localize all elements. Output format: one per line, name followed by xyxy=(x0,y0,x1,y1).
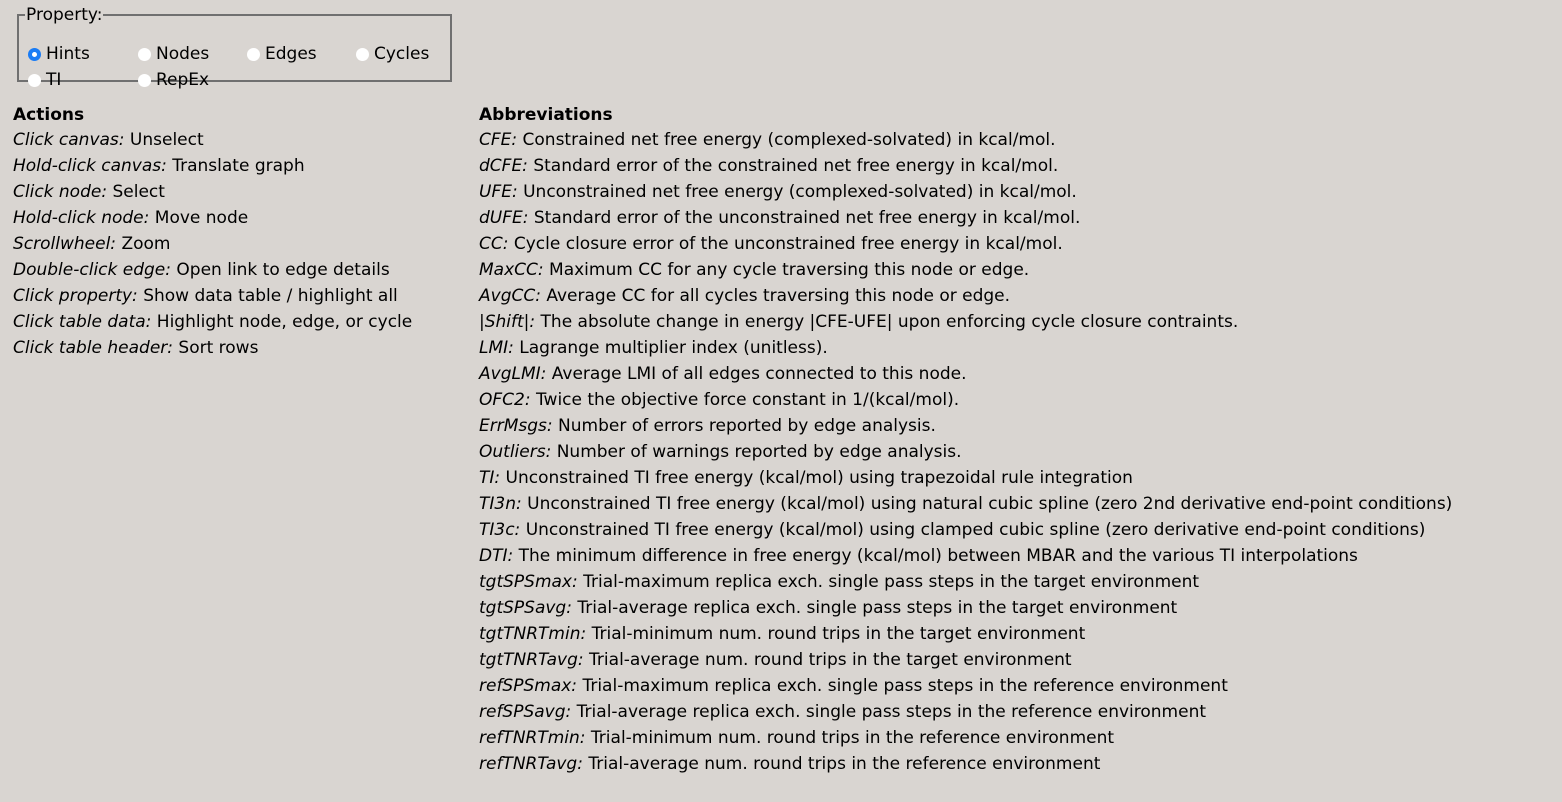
action-desc: Show data table / highlight all xyxy=(143,286,398,306)
radio-ti-indicator[interactable] xyxy=(28,74,41,87)
abbreviation-term: dCFE: xyxy=(479,156,528,176)
abbreviation-term: refTNRTavg: xyxy=(479,754,583,774)
abbreviation-desc: Trial-minimum num. round trips in the reference environment xyxy=(590,728,1115,748)
abbreviation-term: TI3c: xyxy=(479,520,521,540)
abbreviation-item xyxy=(479,179,1539,205)
abbreviation-desc: Trial-minimum num. round trips in the target environment xyxy=(591,624,1086,644)
abbreviation-term: UFE: xyxy=(479,182,518,202)
radio-repex[interactable] xyxy=(138,70,247,90)
abbreviation-term: MaxCC: xyxy=(479,260,544,280)
radio-cycles-indicator[interactable] xyxy=(356,48,369,61)
abbreviation-term: CFE: xyxy=(479,130,518,150)
abbreviation-term: tgtTNRTavg: xyxy=(479,650,584,670)
radio-hints[interactable] xyxy=(28,44,138,64)
abbreviation-desc: Twice the objective force constant in 1/(kcal/mol). xyxy=(535,390,960,410)
action-desc: Unselect xyxy=(129,130,204,150)
action-term: Click canvas: xyxy=(13,130,125,150)
abbreviation-desc: Unconstrained TI free energy (kcal/mol) using natural cubic spline (zero 2nd derivative end-point conditions) xyxy=(527,494,1453,514)
abbreviation-desc: Unconstrained net free energy (complexed-solvated) in kcal/mol. xyxy=(523,182,1077,202)
abbreviation-desc: Standard error of the constrained net free energy in kcal/mol. xyxy=(533,156,1059,176)
abbreviation-item xyxy=(479,543,1539,569)
radio-nodes-indicator[interactable] xyxy=(138,48,151,61)
abbreviation-term: tgtTNRTmin: xyxy=(479,624,587,644)
radio-nodes-label[interactable]: Nodes xyxy=(156,44,210,64)
radio-edges-indicator[interactable] xyxy=(247,48,260,61)
abbreviation-item xyxy=(479,647,1539,673)
abbreviation-term: refTNRTmin: xyxy=(479,728,586,748)
abbreviation-item xyxy=(479,621,1539,647)
abbreviation-term: TI3n: xyxy=(479,494,522,514)
action-item xyxy=(13,283,443,309)
abbreviation-term: TI: xyxy=(479,468,501,488)
action-term: Click property: xyxy=(13,286,138,306)
radio-cycles[interactable] xyxy=(356,44,456,64)
abbreviation-item xyxy=(479,283,1539,309)
abbreviation-term: tgtSPSavg: xyxy=(479,598,572,618)
abbreviation-desc: Trial-average num. round trips in the target environment xyxy=(589,650,1072,670)
radio-repex-indicator[interactable] xyxy=(138,74,151,87)
abbreviation-desc: Trial-maximum replica exch. single pass steps in the reference environment xyxy=(582,676,1228,696)
action-item xyxy=(13,179,443,205)
radio-edges-label[interactable]: Edges xyxy=(265,44,317,64)
abbreviation-desc: Unconstrained TI free energy (kcal/mol) using trapezoidal rule integration xyxy=(505,468,1133,488)
abbreviation-term: LMI: xyxy=(479,338,514,358)
abbreviation-desc: Unconstrained TI free energy (kcal/mol) using clamped cubic spline (zero derivative end-point conditions) xyxy=(525,520,1426,540)
abbreviation-term: refSPSmax: xyxy=(479,676,578,696)
abbreviation-item xyxy=(479,673,1539,699)
action-item xyxy=(13,205,443,231)
abbreviation-desc: Number of errors reported by edge analysis. xyxy=(558,416,936,436)
radio-ti-label[interactable]: TI xyxy=(46,70,62,90)
radio-nodes[interactable] xyxy=(138,44,247,64)
abbreviation-desc: Average LMI of all edges connected to this node. xyxy=(551,364,967,384)
abbreviation-term: refSPSavg: xyxy=(479,702,572,722)
abbreviation-item xyxy=(479,491,1539,517)
abbreviation-desc: Cycle closure error of the unconstrained free energy in kcal/mol. xyxy=(513,234,1063,254)
action-term: Hold-click node: xyxy=(13,208,150,228)
abbreviation-term: dUFE: xyxy=(479,208,529,228)
abbreviation-term: AvgLMI: xyxy=(479,364,547,384)
radio-cycles-label[interactable]: Cycles xyxy=(374,44,430,64)
action-term: Scrollwheel: xyxy=(13,234,117,254)
action-item xyxy=(13,335,443,361)
abbreviation-item xyxy=(479,309,1539,335)
abbreviation-desc: Average CC for all cycles traversing this node or edge. xyxy=(546,286,1011,306)
action-term: Click node: xyxy=(13,182,108,202)
radio-edges[interactable] xyxy=(247,44,356,64)
abbreviation-term: ErrMsgs: xyxy=(479,416,553,436)
abbreviations-section xyxy=(479,103,1539,777)
abbreviation-term: Outliers: xyxy=(479,442,552,462)
abbreviation-item xyxy=(479,413,1539,439)
action-item xyxy=(13,309,443,335)
action-desc: Select xyxy=(112,182,165,202)
abbreviation-item xyxy=(479,595,1539,621)
abbreviation-term: tgtSPSmax: xyxy=(479,572,578,592)
abbreviations-heading: Abbreviations xyxy=(479,105,613,125)
abbreviation-item xyxy=(479,387,1539,413)
abbreviation-desc: The absolute change in energy |CFE-UFE| upon enforcing cycle closure contraints. xyxy=(540,312,1239,332)
abbreviation-item xyxy=(479,725,1539,751)
property-radio-group xyxy=(28,44,456,90)
radio-repex-label[interactable]: RepEx xyxy=(156,70,210,90)
action-desc: Open link to edge details xyxy=(176,260,390,280)
radio-hints-indicator[interactable] xyxy=(28,48,41,61)
abbreviation-item xyxy=(479,751,1539,777)
abbreviation-item xyxy=(479,153,1539,179)
actions-heading: Actions xyxy=(13,105,85,125)
abbreviation-item xyxy=(479,569,1539,595)
action-item xyxy=(13,153,443,179)
abbreviation-desc: Trial-maximum replica exch. single pass steps in the target environment xyxy=(583,572,1200,592)
abbreviation-item xyxy=(479,205,1539,231)
abbreviation-item xyxy=(479,231,1539,257)
abbreviation-term: CC: xyxy=(479,234,509,254)
action-term: Click table header: xyxy=(13,338,173,358)
abbreviation-term: AvgCC: xyxy=(479,286,541,306)
action-term: Double-click edge: xyxy=(13,260,171,280)
abbreviation-desc: Number of warnings reported by edge analysis. xyxy=(556,442,962,462)
abbreviation-desc: Trial-average num. round trips in the reference environment xyxy=(588,754,1101,774)
radio-hints-label[interactable]: Hints xyxy=(46,44,90,64)
abbreviation-item xyxy=(479,335,1539,361)
abbreviation-term: |Shift|: xyxy=(479,312,536,332)
property-legend: Property: xyxy=(26,5,103,25)
abbreviation-desc: Trial-average replica exch. single pass steps in the reference environment xyxy=(576,702,1207,722)
radio-ti[interactable] xyxy=(28,70,138,90)
abbreviation-term: DTI: xyxy=(479,546,514,566)
action-term: Hold-click canvas: xyxy=(13,156,167,176)
abbreviation-desc: Lagrange multiplier index (unitless). xyxy=(519,338,828,358)
action-item xyxy=(13,257,443,283)
abbreviation-item xyxy=(479,699,1539,725)
action-desc: Translate graph xyxy=(172,156,305,176)
abbreviation-desc: Standard error of the unconstrained net free energy in kcal/mol. xyxy=(533,208,1081,228)
abbreviation-item xyxy=(479,439,1539,465)
abbreviation-desc: Trial-average replica exch. single pass steps in the target environment xyxy=(577,598,1178,618)
abbreviation-desc: Constrained net free energy (complexed-solvated) in kcal/mol. xyxy=(522,130,1056,150)
actions-section xyxy=(13,103,443,361)
action-term: Click table data: xyxy=(13,312,152,332)
abbreviation-item xyxy=(479,127,1539,153)
abbreviation-desc: The minimum difference in free energy (kcal/mol) between MBAR and the various TI interpolations xyxy=(518,546,1358,566)
abbreviation-item xyxy=(479,361,1539,387)
action-desc: Highlight node, edge, or cycle xyxy=(156,312,413,332)
abbreviation-term: OFC2: xyxy=(479,390,531,410)
action-desc: Zoom xyxy=(121,234,171,254)
action-item xyxy=(13,127,443,153)
abbreviation-item xyxy=(479,517,1539,543)
property-fieldset xyxy=(17,5,452,90)
abbreviation-item xyxy=(479,257,1539,283)
action-desc: Sort rows xyxy=(178,338,259,358)
abbreviation-desc: Maximum CC for any cycle traversing this node or edge. xyxy=(549,260,1030,280)
action-item xyxy=(13,231,443,257)
action-desc: Move node xyxy=(154,208,249,228)
abbreviation-item xyxy=(479,465,1539,491)
